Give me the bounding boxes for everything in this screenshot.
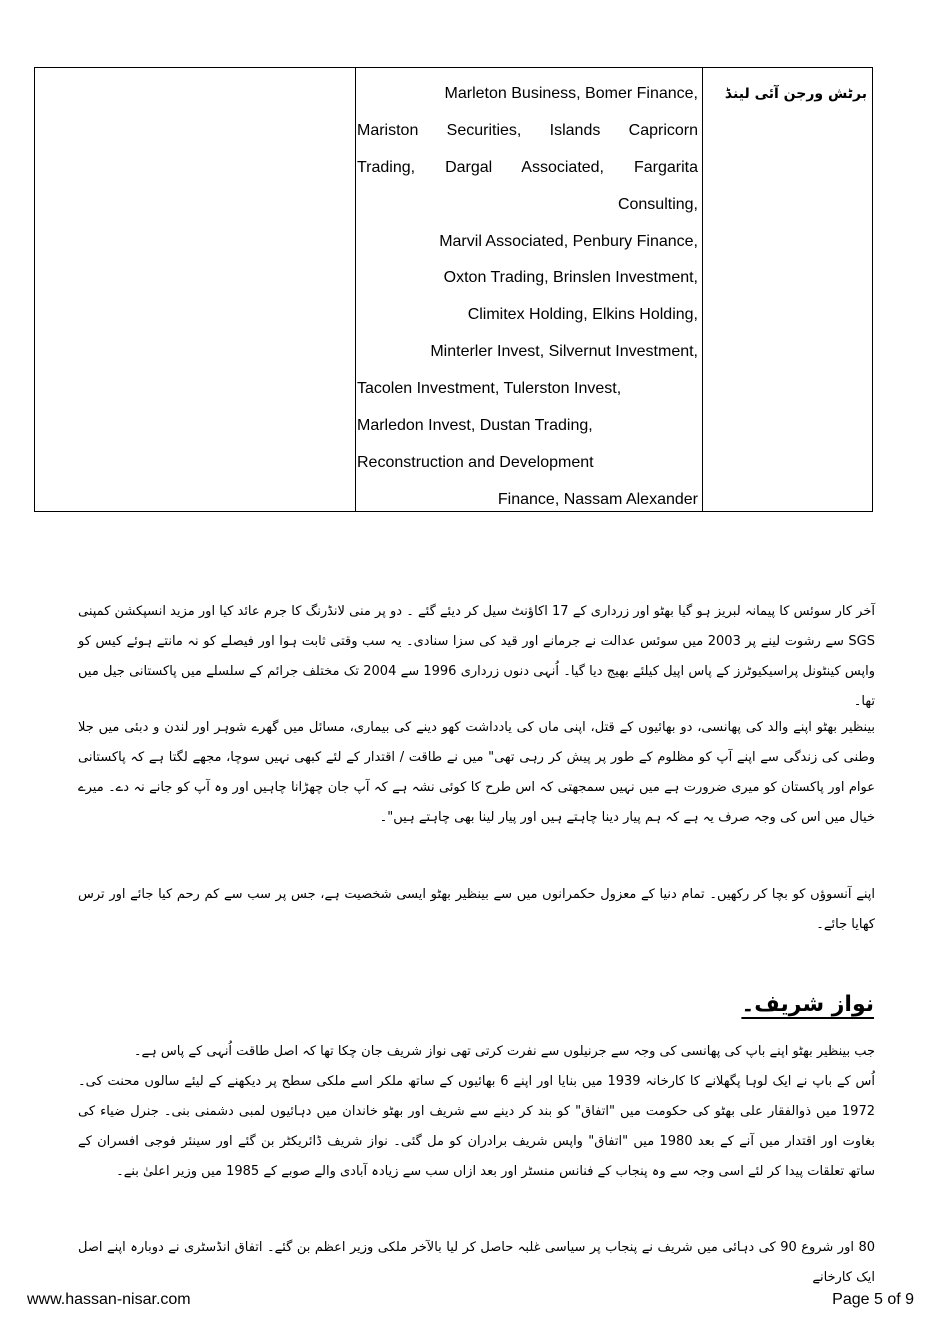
footer-website: www.hassan-nisar.com	[27, 1291, 191, 1308]
company-list-cell	[357, 76, 698, 519]
company-line: Consulting,	[617, 195, 698, 213]
company-line: Reconstruction and Development	[357, 453, 594, 471]
company-line: Marvil Associated, Penbury Finance,	[439, 232, 698, 250]
companies-table	[34, 67, 873, 512]
company-line: Oxton Trading, Brinslen Investment,	[443, 269, 698, 287]
company-line: Trading, Dargal Associated, Fargarita	[357, 158, 698, 176]
paragraph-benazir-quote: بینظیر بھٹو اپنے والد کی پھانسی، دو بھائیوں کے قتل، اپنی ماں کی یادداشت کھو دینے کی بیماری، مسائل میں گھرے شوہر اور لندن و دبئی میں جلا وطنی کی زندگی سے اپنے آپ کو مظلوم کے طور پر پیش کر رہی تھی" میں نے طاقت / اقتدار کے لئے کبھی نہیں سوچا، مجھے لگتا ہے کہ پاکستانی عوام اور پاکستان کو میری ضرورت ہے میں نہیں سمجھتی کہ اس طرح کا کوئی نشہ ہے کہ آپ جان چھڑانا چاہیں اور وہ آپ کو جانے نہ دے۔ میرے خیال میں اس کی وجہ صرف یہ ہے کہ ہم پیار دینا چاہتے ہیں اور پیار لینا بھی چاہتے ہیں"۔	[78, 720, 876, 825]
paragraph-punjab-dominance: 80 اور شروع 90 کی دہائی میں شریف نے پنجاب پر سیاسی غلبہ حاصل کر لیا بالآخر ملکی وزیر اعظم بن گئے۔ اتفاق انڈسٹری نے دوبارہ اپنے اصل ایک کارخانے	[78, 1240, 875, 1285]
column-divider	[355, 68, 356, 511]
company-line: Minterler Invest, Silvernut Investment,	[430, 343, 698, 361]
footer-page-number: Page 5 of 9	[832, 1291, 914, 1308]
column-divider	[702, 68, 703, 511]
company-line: Marleton Business, Bomer Finance,	[444, 85, 698, 102]
region-cell: برٹش ورجن آئی لینڈ	[724, 86, 867, 102]
company-line: Mariston Securities, Islands Capricorn	[357, 121, 698, 139]
paragraph-ittefaq-history: اُس کے باپ نے ایک لوہا پگھلانے کا کارخانہ 1939 میں بنایا اور اپنے 6 بھائیوں کے ساتھ ملکر اسے ملکی سطح پر دیکھنے کے لیئے سالوں محنت کی۔ 1972 میں ذوالفقار علی بھٹو کی حکومت میں "اتفاق" کو بند کر دینے سے شریف اور بھٹو خاندان میں دہائیوں لمبی دشمنی بنی۔ جنرل ضیاء کی بغاوت اور اقتدار میں آنے کے بعد 1980 میں "اتفاق" واپس شریف برادران کو مل گئی۔ نواز شریف ڈائریکٹر بن گئے اور سینئر فوجی افسران کے ساتھ تعلقات پیدا کر لئے اسی وجہ سے وہ پنجاب کے فنانس منسٹر اور بعد ازاں سب سے زیادہ آبادی والے صوبے کے 1985 میں وزیر اعلیٰ بنے۔	[78, 1074, 875, 1179]
paragraph-nawaz-intro: جب بینظیر بھٹو اپنے باپ کی پھانسی کی وجہ سے جرنیلوں سے نفرت کرتی تھی نواز شریف جان چکا تھا کہ اصل طاقت اُنہی کے پاس ہے۔	[133, 1044, 875, 1059]
paragraph-swiss-case: آخر کار سوئس کا پیمانہ لبریز ہو گیا بھٹو اور زرداری کے 17 اکاؤنٹ سیل کر دیئے گئے ۔ دو پر منی لانڈرنگ کا جرم عائد کیا اور مزید انسپکشن کمپنی SGS سے رشوت لینے پر 2003 میں سوئس عدالت نے جرمانے اور قید کی سزا سنادی۔ یہ سب وقتی ثابت ہوا اور فیصلے کو نہ مانتے ہوئے کیس کو واپس کینٹونل پراسیکیوٹرز کے پاس اپیل کیلئے بھیج دیا گیا۔ اُنہی دنوں زرداری 1996 سے 2004 تک مختلف جرائم کے سلسلے میں پاکستانی جیل میں تھا۔	[78, 604, 875, 709]
paragraph-tears: اپنے آنسوؤں کو بچا کر رکھیں۔ تمام دنیا کے معزول حکمرانوں میں سے بینظیر بھٹو ایسی شخصیت ہے، جس پر سب سے کم رحم کیا جائے اور ترس کھایا جائے۔	[78, 887, 875, 932]
section-heading-nawaz-sharif: نواز شریف۔	[741, 992, 874, 1017]
company-line: Marledon Invest, Dustan Trading,	[357, 417, 593, 435]
company-line: Climitex Holding, Elkins Holding,	[467, 306, 698, 324]
company-line: Tacolen Investment, Tulerston Invest,	[357, 380, 622, 398]
company-line: Finance, Nassam Alexander	[497, 490, 698, 508]
